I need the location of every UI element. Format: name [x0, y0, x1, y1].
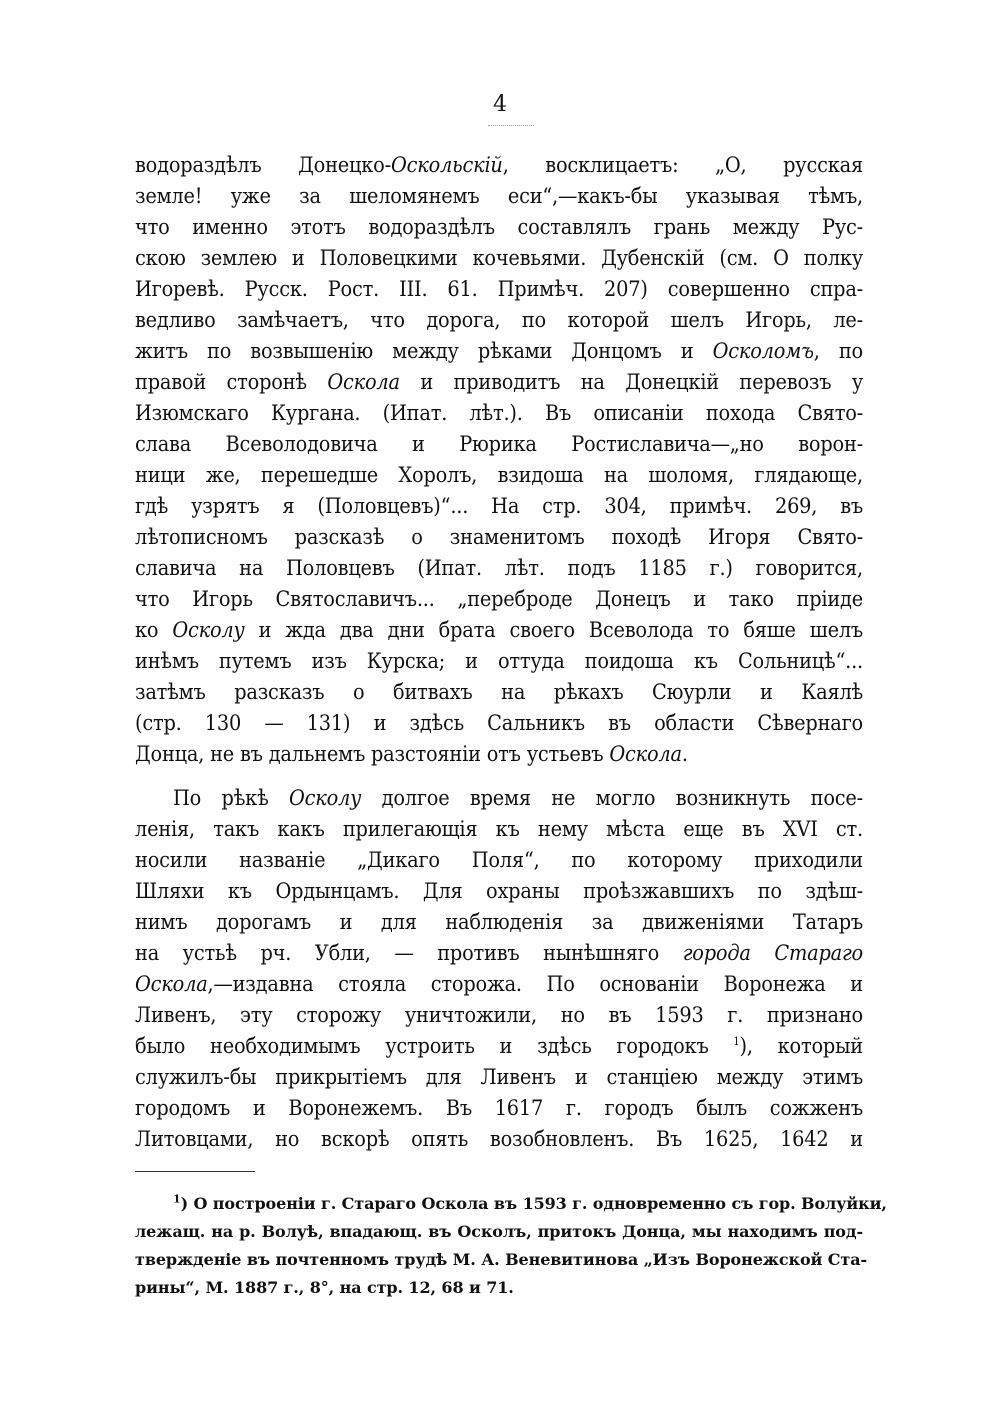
text-run: носили названіе „Дикаго Поля“, по которому приходили — [135, 848, 863, 873]
text-line — [135, 708, 863, 739]
text-line — [135, 845, 863, 876]
text-line — [135, 305, 863, 336]
text-run: что именно этотъ водораздѣлъ составлялъ грань между Рус- — [135, 215, 863, 240]
text-run: нимъ дорогамъ и для наблюденія за движеніями Татаръ — [135, 910, 863, 935]
text-run: ници же, перешедше Хоролъ, взидоша на шоломя, глядающе, — [135, 463, 863, 488]
text-run: что Игорь Святославичъ... „переброде Донецъ и тако пріиде — [135, 587, 863, 612]
text-line — [135, 429, 863, 460]
text-line — [135, 907, 863, 938]
footnote-separator — [135, 1171, 255, 1172]
text-run: скою землею и Половецкими кочевьями. Дубенскій (см. О полку — [135, 246, 863, 271]
footnote-marker: 1 — [173, 1192, 181, 1206]
text-line — [135, 1000, 863, 1031]
text-run: (стр. 130 — 131) и здѣсь Сальникъ въ области Сѣвернаго — [135, 711, 863, 736]
italic-run: Оскольскій — [390, 153, 503, 178]
text-run: Литовцами, но вскорѣ опять возобновленъ. Въ 1625, 1642 и — [135, 1127, 863, 1152]
page-number-rule — [488, 125, 534, 126]
text-line — [135, 783, 863, 814]
text-line — [135, 212, 863, 243]
text-run: слава Всеволодовича и Рюрика Ростиславича—„но ворон- — [135, 432, 863, 457]
text-run: и жда два дни брата своего Всеволода то бяше шелъ — [244, 618, 864, 643]
page-number: 4 — [493, 92, 507, 117]
text-run: правой сторонѣ — [135, 370, 328, 395]
text-run: городомъ и Воронежемъ. Въ 1617 г. городъ былъ сожженъ — [135, 1096, 863, 1121]
text-run: инѣмъ путемъ изъ Курска; и оттуда поидоша къ Сольницѣ“... — [135, 649, 863, 674]
text-line — [135, 181, 863, 212]
text-line — [135, 677, 863, 708]
italic-run: Осколу — [172, 618, 245, 643]
text-line — [135, 553, 863, 584]
text-line — [135, 584, 863, 615]
text-run: По рѣкѣ — [173, 786, 289, 811]
text-run: и приводитъ на Донецкій перевозъ у — [399, 370, 864, 395]
text-line — [135, 938, 863, 969]
text-run: ведливо замѣчаетъ, что дорога, по которой шелъ Игорь, ле- — [135, 308, 863, 333]
italic-run: Оскола — [135, 972, 208, 997]
footnote-line — [135, 1218, 863, 1246]
paragraph — [135, 783, 863, 1155]
text-run: долгое время не могло возникнуть посе- — [361, 786, 864, 811]
text-run: , по — [813, 339, 863, 364]
paragraph — [135, 150, 863, 770]
text-run: ко — [135, 618, 173, 643]
text-line — [135, 336, 863, 367]
text-run: ) О построеніи г. Стараго Оскола въ 1593 г. одновременно съ гор. Волуйки, — [180, 1194, 887, 1213]
text-line — [135, 876, 863, 907]
text-run: гдѣ узрятъ я (Половцевъ)“... На стр. 304, примѣч. 269, въ — [135, 494, 863, 519]
text-run: лѣтописномъ разсказѣ о знаменитомъ походѣ Игоря Свято- — [135, 525, 863, 550]
footnote-line — [135, 1246, 868, 1274]
text-run: твержденіе въ почтенномъ трудѣ М. А. Веневитинова „Изъ Воронежской Ста- — [135, 1250, 868, 1269]
text-line — [135, 243, 863, 274]
text-line — [135, 615, 863, 646]
text-line — [135, 367, 863, 398]
footnote-marker: 1 — [733, 1034, 740, 1048]
text-line — [135, 150, 863, 181]
text-run: Донца, не въ дальнемъ разстояніи отъ устьевъ — [135, 742, 610, 767]
text-run: . — [681, 742, 688, 767]
text-run: ,—издавна стояла сторожа. По основаніи Воронежа и — [207, 972, 863, 997]
text-line — [135, 1124, 863, 1155]
text-run: ленія, такъ какъ прилегающія къ нему мѣста еще въ XVI ст. — [135, 817, 863, 842]
text-line — [135, 646, 863, 677]
text-run: Ливенъ, эту сторожу уничтожили, но въ 1593 г. признано — [135, 1003, 863, 1028]
text-run: Игоревѣ. Русск. Рост. III. 61. Примѣч. 207) совершенно спра- — [135, 277, 863, 302]
text-run: рины“, М. 1887 г., 8°, на стр. 12, 68 и 71. — [135, 1278, 514, 1297]
italic-run: Осколу — [288, 786, 362, 811]
text-line — [135, 814, 863, 845]
text-line — [135, 491, 863, 522]
text-run: служилъ-бы прикрытіемъ для Ливенъ и станціею между этимъ — [135, 1065, 863, 1090]
text-line — [135, 522, 863, 553]
footnote-line — [135, 1274, 863, 1302]
text-run: затѣмъ разсказъ о битвахъ на рѣкахъ Сюурли и Каялѣ — [135, 680, 863, 705]
text-run: лежащ. на р. Волуѣ, впадающ. въ Осколъ, притокъ Донца, мы находимъ под- — [135, 1222, 863, 1241]
text-run: ), который — [739, 1034, 864, 1059]
footnote — [135, 1190, 887, 1302]
text-line — [135, 274, 863, 305]
text-run: на устьѣ рч. Убли, — противъ нынѣшняго — [135, 941, 683, 966]
text-run: житъ по возвышенію между рѣками Донцомъ и — [135, 339, 713, 364]
text-line — [135, 398, 863, 429]
text-run: Шляхи къ Ордынцамъ. Для охраны проѣзжавшихъ по здѣш- — [135, 879, 863, 904]
text-run: Изюмскаго Кургана. (Ипат. лѣт.). Въ описаніи похода Свято- — [135, 401, 863, 426]
text-line — [135, 1031, 863, 1062]
italic-run: Оскола — [327, 370, 400, 395]
text-line — [135, 1062, 863, 1093]
text-run: земле! уже за шеломянемъ еси“,—какъ-бы указывая тѣмъ, — [135, 184, 863, 209]
text-run: было необходимымъ устроить и здѣсь городокъ — [135, 1034, 734, 1059]
text-line — [135, 739, 863, 770]
text-run: , восклицаетъ: „О, русская — [502, 153, 863, 178]
italic-run: города Стараго — [682, 941, 863, 966]
body-text — [135, 150, 863, 1155]
text-line — [135, 1093, 863, 1124]
text-run: славича на Половцевъ (Ипат. лѣт. подъ 1185 г.) говорится, — [135, 556, 863, 581]
text-line — [135, 969, 863, 1000]
italic-run: Осколомъ — [712, 339, 814, 364]
italic-run: Оскола — [609, 742, 682, 767]
text-line — [135, 460, 863, 491]
footnotes — [135, 1190, 887, 1302]
paragraph-gap — [135, 770, 863, 783]
text-run: водораздѣлъ Донецко- — [135, 153, 391, 178]
footnote-line — [135, 1190, 887, 1218]
